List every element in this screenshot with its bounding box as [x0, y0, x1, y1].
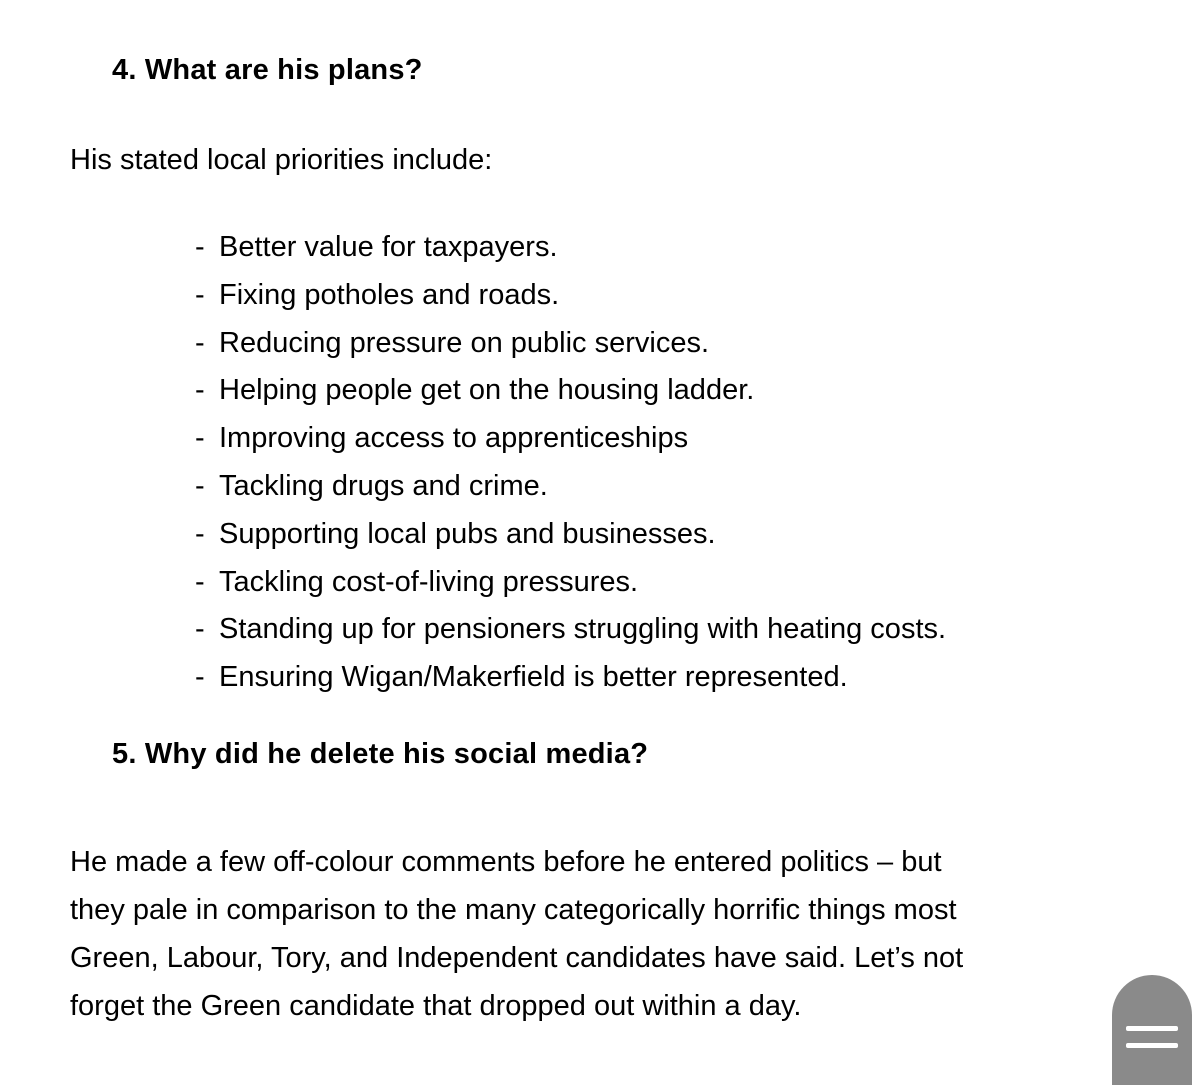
- list-item: [195, 463, 946, 511]
- list-item: [195, 320, 946, 368]
- list-item: [195, 224, 946, 272]
- list-item: [195, 559, 946, 607]
- list-dash: -: [195, 231, 205, 263]
- section-4-heading: 4. What are his plans?: [112, 54, 423, 86]
- list-dash: -: [195, 374, 205, 407]
- list-item-text: Tackling cost-of-living pressures.: [219, 565, 639, 598]
- paragraph-line: Green, Labour, Tory, and Independent candidates have said. Let’s not: [70, 942, 964, 974]
- list-item-text: Standing up for pensioners struggling with heating costs.: [219, 613, 947, 646]
- menu-handle-icon: [1126, 1026, 1178, 1031]
- list-dash: -: [195, 422, 205, 455]
- priority-list: [195, 224, 946, 702]
- list-item-text: Tackling drugs and crime.: [219, 469, 548, 502]
- list-item: [195, 606, 946, 654]
- section-5-heading: 5. Why did he delete his social media?: [112, 738, 649, 770]
- list-item: [195, 511, 946, 559]
- list-item-text: Improving access to apprenticeships: [219, 422, 689, 455]
- list-item-text: Helping people get on the housing ladder.: [219, 374, 755, 407]
- paragraph-line: He made a few off-colour comments before he entered politics – but: [70, 846, 942, 878]
- menu-handle-icon: [1126, 1043, 1178, 1048]
- list-dash: -: [195, 661, 205, 694]
- list-item: [195, 367, 946, 415]
- list-item-text: Reducing pressure on public services.: [219, 326, 710, 359]
- list-item: [195, 654, 946, 702]
- explanation-paragraph: [70, 838, 963, 1030]
- scroll-handle-button[interactable]: [1112, 975, 1192, 1085]
- list-item-text: Fixing potholes and roads.: [219, 278, 560, 311]
- paragraph-line: they pale in comparison to the many categorically horrific things most: [70, 894, 957, 926]
- list-dash: -: [195, 565, 205, 598]
- list-dash: -: [195, 613, 205, 646]
- list-item-text: Supporting local pubs and businesses.: [219, 517, 716, 550]
- list-dash: -: [195, 469, 205, 502]
- list-item: [195, 415, 946, 463]
- list-dash: -: [195, 517, 205, 550]
- priorities-intro: His stated local priorities include:: [70, 144, 493, 176]
- list-dash: -: [195, 326, 205, 359]
- list-item-text: Ensuring Wigan/Makerfield is better represented.: [219, 661, 848, 694]
- list-dash: -: [195, 278, 205, 311]
- list-item-text: Better value for taxpayers.: [219, 231, 558, 263]
- list-item: [195, 272, 946, 320]
- paragraph-line: forget the Green candidate that dropped out within a day.: [70, 990, 802, 1022]
